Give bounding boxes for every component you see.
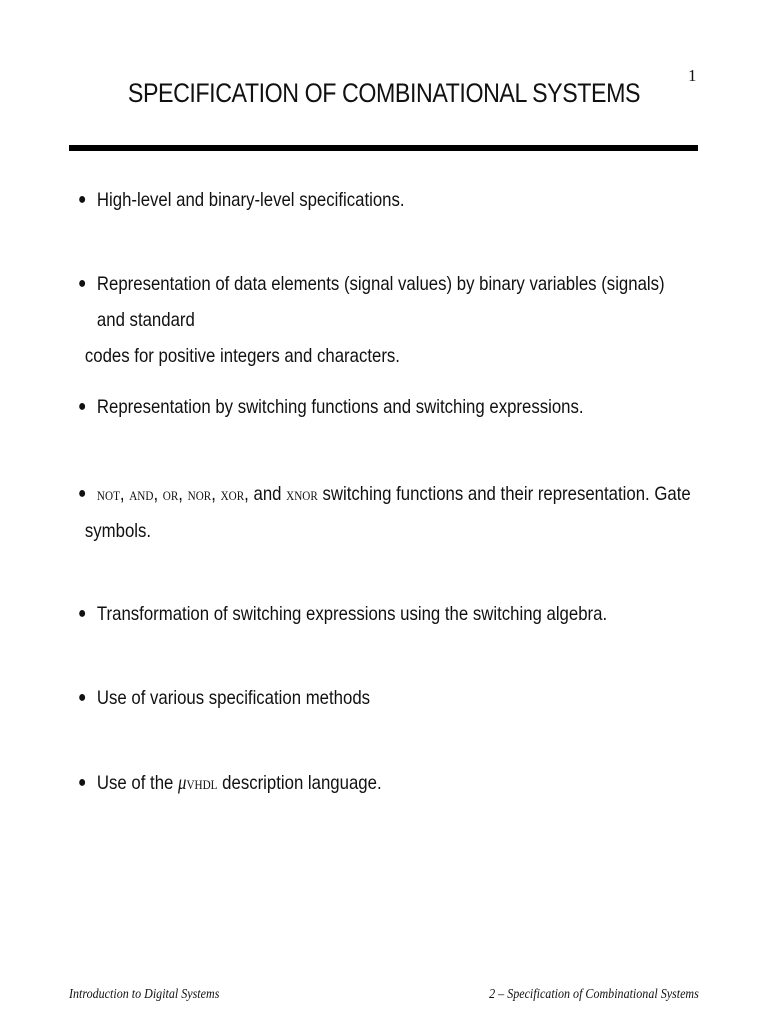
bullet-text-rest: switching functions and their representation. Gate xyxy=(317,483,691,505)
bullet-text xyxy=(78,765,628,802)
separator: , xyxy=(119,483,130,505)
title-rule xyxy=(69,145,698,151)
bullet-text-suffix: description language. xyxy=(217,772,382,794)
operator-or: or xyxy=(162,484,179,505)
bullet-text-prefix: Use of the xyxy=(96,772,179,794)
separator: , xyxy=(211,483,221,505)
operator-xnor: xnor xyxy=(286,484,318,505)
operator-xor: xor xyxy=(220,484,245,505)
bullet-text-line: Representation of data elements (signal values) by binary variables (signals) and standard xyxy=(96,273,665,331)
bullet-dot-icon: ● xyxy=(78,689,87,706)
bullet-dot-icon: ● xyxy=(78,191,87,208)
bullet-text: Representation by switching functions and switching expressions. xyxy=(96,396,584,418)
mu-symbol: μ xyxy=(178,773,187,794)
bullet-text xyxy=(78,266,697,374)
bullet-dot-icon: ● xyxy=(78,398,87,415)
footer-left: Introduction to Digital Systems xyxy=(69,987,220,1002)
bullet-text xyxy=(78,476,697,549)
separator: , xyxy=(178,483,188,505)
footer-right: 2 – Specification of Combinational Systems xyxy=(489,987,699,1002)
bullet-dot-icon: ● xyxy=(78,275,87,292)
page-title: SPECIFICATION OF COMBINATIONAL SYSTEMS xyxy=(127,78,641,108)
bullet-item xyxy=(78,182,628,218)
bullet-text: Transformation of switching expressions using the switching algebra. xyxy=(96,603,608,625)
vhdl-label: vhdl xyxy=(186,773,218,794)
bullet-item xyxy=(78,266,697,374)
bullet-item xyxy=(78,765,628,802)
separator: , and xyxy=(244,483,287,505)
bullet-dot-icon: ● xyxy=(78,485,87,502)
page-number: 1 xyxy=(688,66,697,85)
operator-not: not xyxy=(96,484,120,505)
bullet-item xyxy=(78,389,697,425)
bullet-item xyxy=(78,596,697,632)
separator: , xyxy=(153,483,163,505)
bullet-text: Use of various specification methods xyxy=(96,687,371,709)
bullet-dot-icon: ● xyxy=(78,774,87,791)
bullet-text: High-level and binary-level specifications. xyxy=(96,189,405,211)
operator-and: and xyxy=(129,484,154,505)
operator-nor: nor xyxy=(187,484,212,505)
bullet-item xyxy=(78,680,628,716)
bullet-dot-icon: ● xyxy=(78,605,87,622)
bullet-text-line: codes for positive integers and characters. xyxy=(84,345,400,367)
bullet-item xyxy=(78,476,697,549)
bullet-text-line: symbols. xyxy=(84,520,152,542)
